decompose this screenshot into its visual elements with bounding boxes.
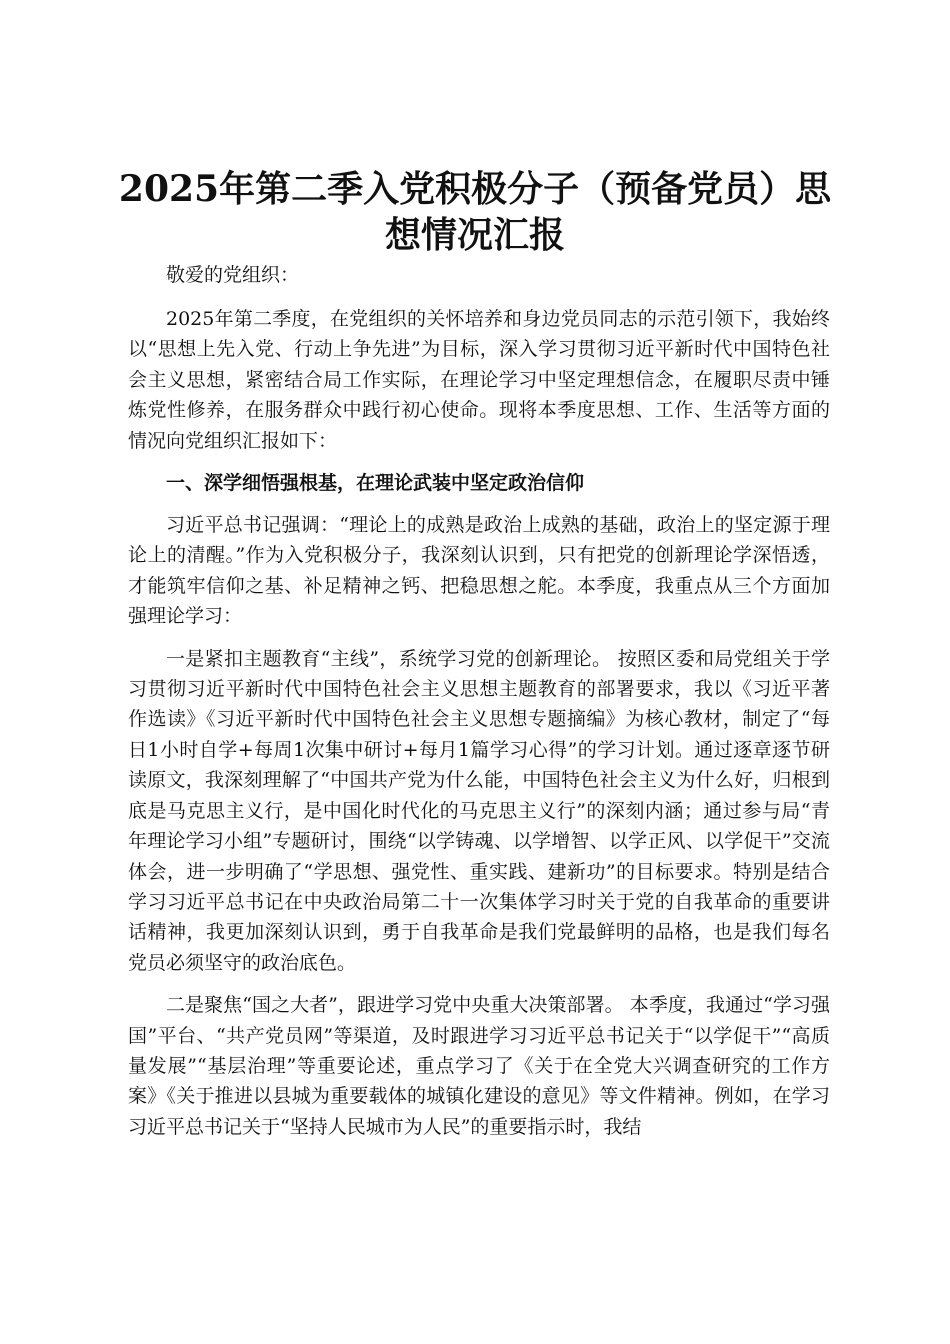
- document-title: 2025年第二季入党积极分子（预备党员）思想情况汇报: [118, 168, 832, 256]
- section1-paragraph: 习近平总书记强调：“理论上的成熟是政治上成熟的基础，政治上的坚定源于理论上的清醒。”作为入党积极分子，我深刻认识到，只有把党的创新理论学深悟透，才能筑牢信仰之基、补足精神之钙、把稳思想之舵。本季度，我重点从三个方面加强理论学习：: [128, 514, 830, 628]
- document-body: [128, 260, 830, 1154]
- section1-paragraph: 一是紧扣主题教育“主线”，系统学习党的创新理论。 按照区委和局党组关于学习贯彻习近平新时代中国特色社会主义思想主题教育的部署要求，我以《习近平著作选读》《习近平新时代中国特色社会主义思想专题摘编》为核心教材，制定了“每日1小时自学+每周1次集中研讨+每月1篇学习心得”的学习计划。通过逐章逐节研读原文，我深刻理解了“中国共产党为什么能，中国特色社会主义为什么好，归根到底是马克思主义行，是中国化时代化的马克思主义行”的深刻内涵；通过参与局“青年理论学习小组”专题研讨，围绕“以学铸魂、以学增智、以学正风、以学促干”交流体会，进一步明确了“学思想、强党性、重实践、建新功”的目标要求。特别是结合学习习近平总书记在中央政治局第二十一次集体学习时关于党的自我革命的重要讲话精神，我更加深刻认识到，勇于自我革命是我们党最鲜明的品格，也是我们每名党员必须坚守的政治底色。: [128, 647, 830, 974]
- intro-paragraph: 2025年第二季度，在党组织的关怀培养和身边党员同志的示范引领下，我始终以“思想上先入党、行动上争先进”为目标，深入学习贯彻习近平新时代中国特色社会主义思想，紧密结合局工作实际，在理论学习中坚定理想信念，在履职尽责中锤炼党性修养，在服务群众中践行初心使命。现将本季度思想、工作、生活等方面的情况向党组织汇报如下：: [128, 308, 830, 452]
- section-heading-1: 一、深学细悟强根基，在理论武装中坚定政治信仰: [166, 472, 585, 495]
- section1-paragraph: 二是聚焦“国之大者”，跟进学习党中央重大决策部署。 本季度，我通过“学习强国”平台、“共产党员网”等渠道，及时跟进学习习近平总书记关于“以学促干”“高质量发展”“基层治理”等重要论述，重点学习了《关于在全党大兴调查研究的工作方案》《关于推进以县城为重要载体的城镇化建设的意见》等文件精神。例如，在学习习近平总书记关于“坚持人民城市为人民”的重要指示时，我结: [128, 994, 830, 1138]
- salutation: 敬爱的党组织：: [166, 264, 300, 286]
